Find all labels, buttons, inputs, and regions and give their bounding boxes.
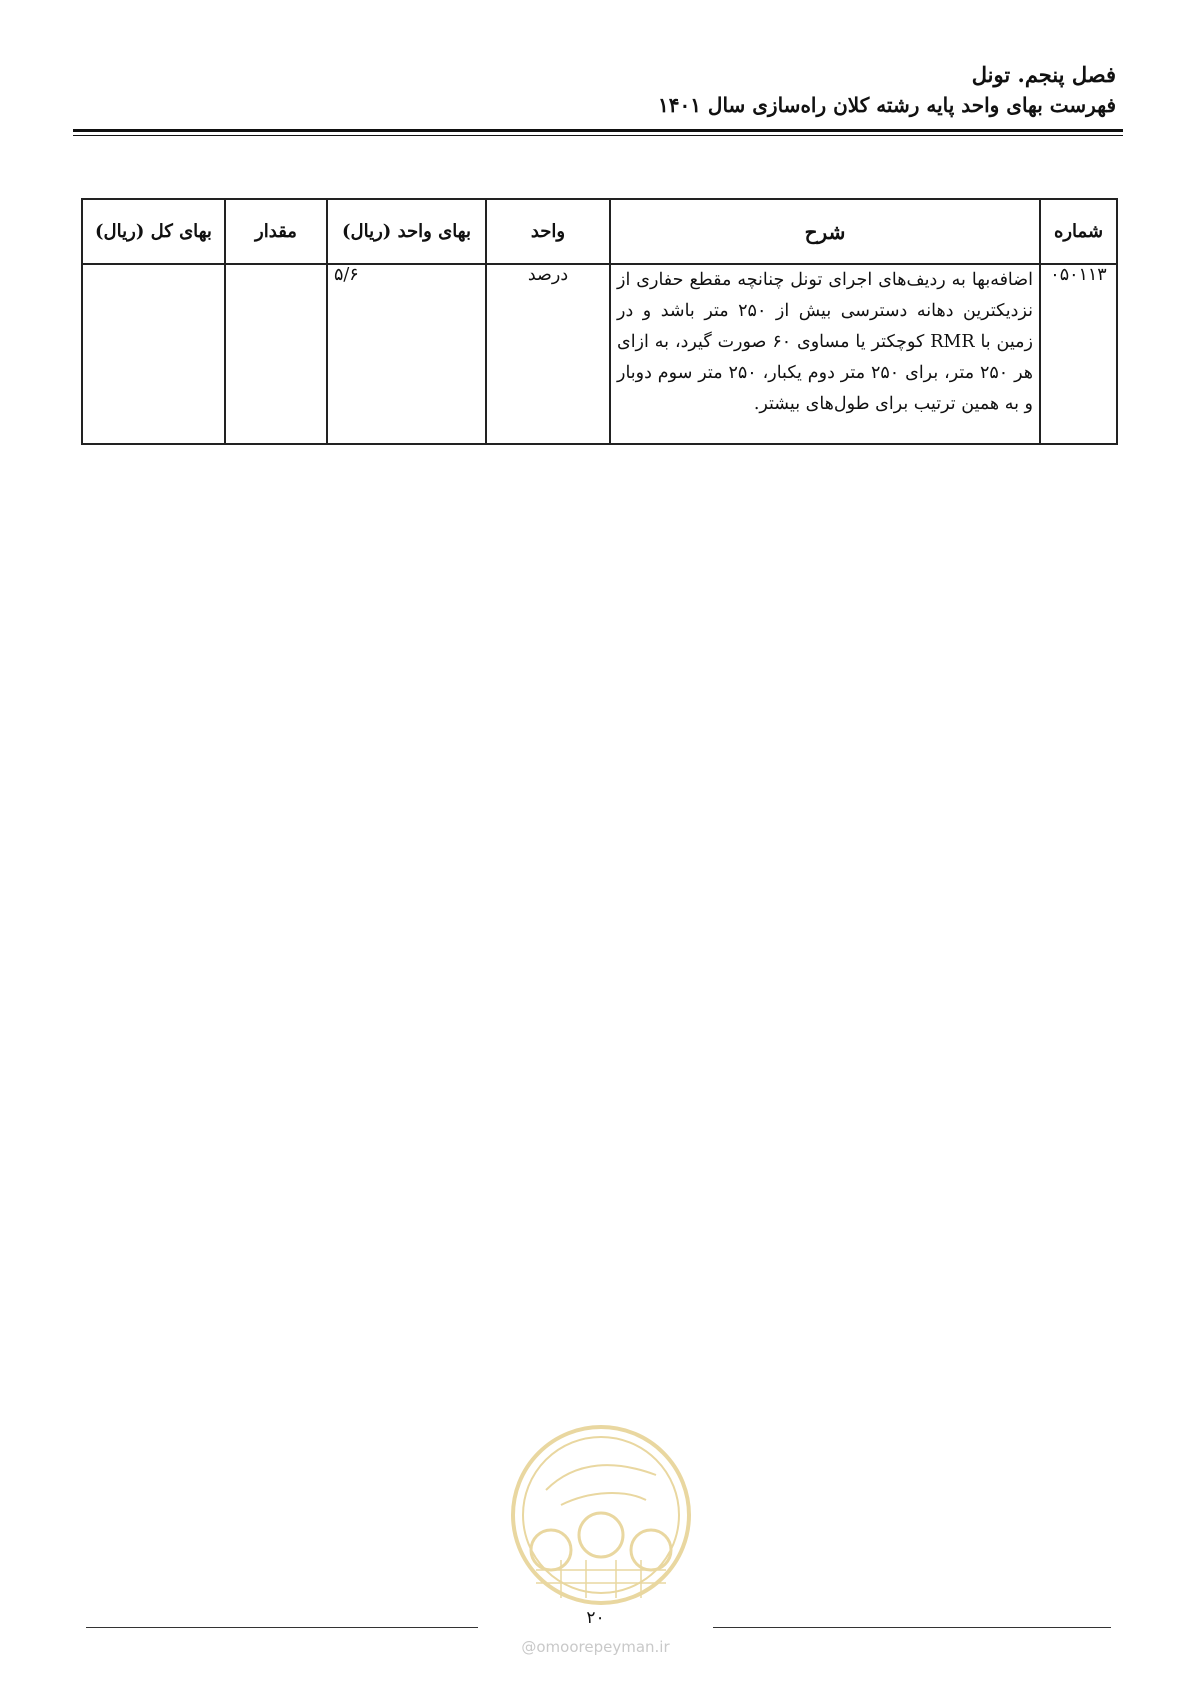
- page-number: ۲۰: [586, 1608, 605, 1628]
- chapter-title: فصل پنجم. تونل: [971, 62, 1116, 87]
- page-header: [66, 60, 1116, 120]
- table-header-row: [82, 199, 1117, 264]
- document-subtitle: فهرست بهای واحد پایه رشته کلان راه‌سازی سال ۱۴۰۱: [658, 93, 1116, 117]
- price-list-table: [81, 198, 1118, 445]
- item-unit: درصد: [486, 264, 610, 444]
- footer-rule-left: [86, 1627, 478, 1628]
- website-watermark: @omoorepeyman.ir: [521, 1638, 670, 1656]
- column-header-unit: واحد: [486, 199, 610, 264]
- item-total-price: [82, 264, 225, 444]
- column-header-total-price: بهای کل (ریال): [82, 199, 225, 264]
- header-rule-thin: [73, 135, 1123, 136]
- item-quantity: [225, 264, 327, 444]
- column-header-description: شرح: [610, 199, 1040, 264]
- item-unit-price: ۵/۶: [327, 264, 486, 444]
- item-code: ۰۵۰۱۱۳: [1040, 264, 1117, 444]
- table-row: [82, 264, 1117, 444]
- watermark-seal-icon: [506, 1420, 696, 1610]
- footer-rule-right: [713, 1627, 1111, 1628]
- header-rule-thick: [73, 129, 1123, 132]
- column-header-code: شماره: [1040, 199, 1117, 264]
- column-header-unit-price: بهای واحد (ریال): [327, 199, 486, 264]
- column-header-quantity: مقدار: [225, 199, 327, 264]
- item-description: اضافه‌بها به ردیف‌های اجرای تونل چنانچه مقطع حفاری از نزدیکترین دهانه دسترسی بیش از ۲۵۰ متر باشد و در زمین با RMR کوچکتر یا مساوی ۶۰ صورت گیرد، به ازای هر ۲۵۰ متر، برای ۲۵۰ متر دوم یکبار، ۲۵۰ متر سوم دوبار و به همین ترتیب برای طول‌های بیشتر.: [610, 264, 1040, 444]
